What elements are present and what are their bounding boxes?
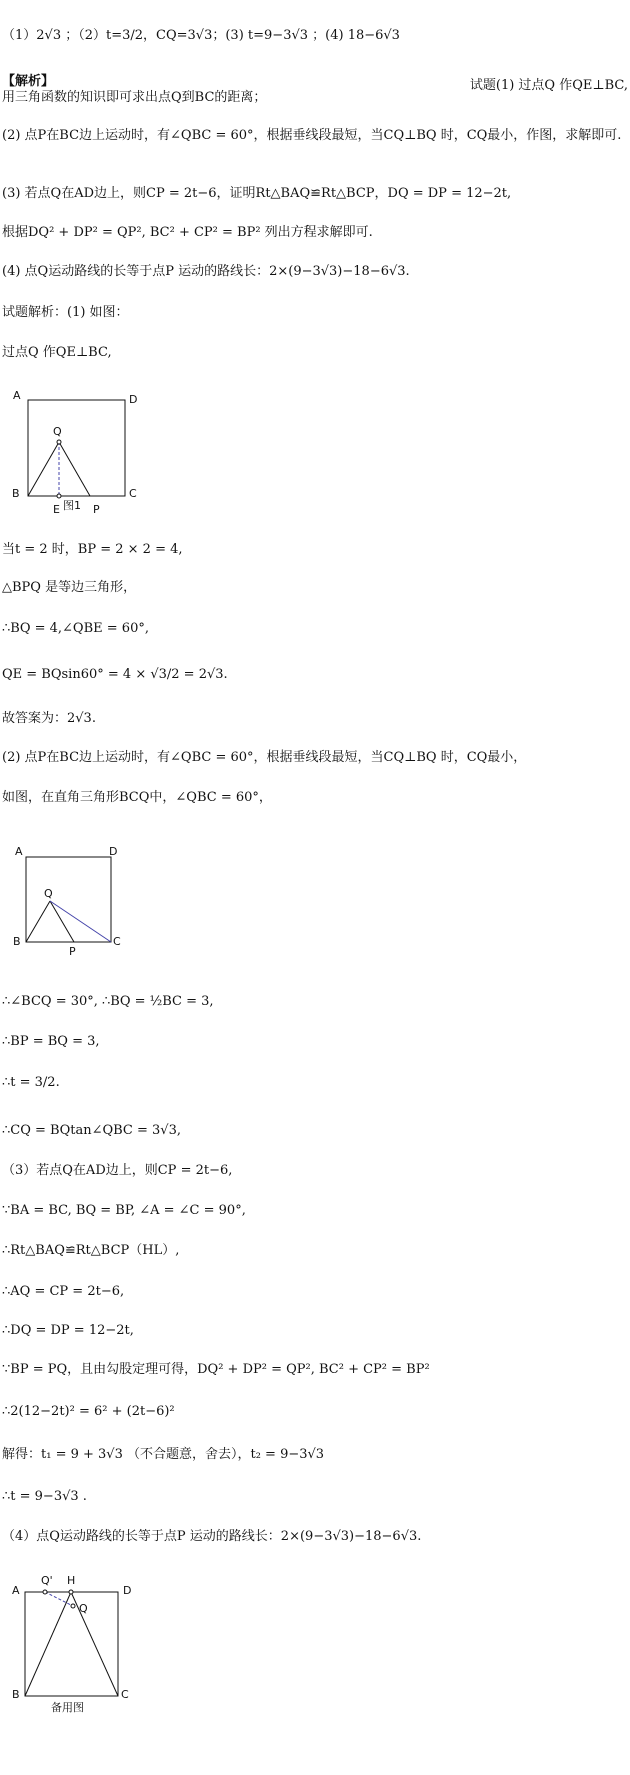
solution-step-3: △BPQ 是等边三角形， [2,580,137,595]
point-q [71,1604,75,1608]
analysis-right-text: 试题(1) 过点Q 作QE⊥BC, [469,78,628,93]
label-q: Q [79,1602,88,1615]
solution-intro: 试题解析：(1) 如图： [2,305,129,320]
answers-line: （1）2√3 ；（2）t=3/2，CQ=3√3；(3) t=9−3√3 ；(4) 18−6√3 [2,28,400,43]
solution-step-17: ∴DQ = DP = 12−2t, [2,1323,134,1338]
segment-qprime-q [45,1592,73,1606]
segment-bq [26,901,50,942]
segment-bq [28,442,59,496]
solution-step-19: ∴2(12−2t)² = 6² + (2t−6)² [2,1404,175,1419]
analysis-line-5: (4) 点Q运动路线的长等于点P 运动的路线长：2×(9−3√3)−18−6√3. [2,264,410,279]
label-a: A [12,1584,20,1597]
label-h: H [67,1574,76,1587]
figure-1 [5,385,145,520]
label-p: P [93,503,100,516]
square-abcd [26,857,111,942]
analysis-line-2: (2) 点P在BC边上运动时，有∠QBC = 60°，根据垂线段最短，当CQ⊥BQ 时，CQ最小，作图，求解即可. [2,128,622,143]
analysis-line-4: 根据DQ² + DP² = QP², BC² + CP² = BP² 列出方程求解即可. [2,225,373,240]
solution-step-6: 故答案为：2√3. [2,711,96,726]
segment-qp [50,901,74,942]
label-c: C [121,1688,129,1701]
solution-step-4: ∴BQ = 4,∠QBE = 60°, [2,621,149,636]
figure-3 [5,1570,145,1720]
label-q: Q [44,887,53,900]
label-d: D [109,845,118,858]
segment-bh [25,1592,71,1696]
solution-step-14: ∵BA = BC, BQ = BP, ∠A = ∠C = 90°, [2,1203,246,1218]
solution-step-13: （3）若点Q在AD边上，则CP = 2t−6, [2,1163,233,1178]
analysis-line-1: 用三角函数的知识即可求出点Q到BC的距离； [2,90,267,105]
figure-2 [5,835,135,955]
solution-step-20: 解得：t₁ = 9 + 3√3 （不合题意，舍去），t₂ = 9−3√3 [2,1447,325,1462]
label-q: Q [53,425,62,438]
label-c: C [113,935,121,948]
solution-step-7: (2) 点P在BC边上运动时，有∠QBC = 60°，根据垂线段最短，当CQ⊥BQ 时，CQ最小， [2,750,527,765]
square-abcd [28,400,125,496]
label-p: P [69,945,76,955]
label-b: B [12,1688,20,1701]
solution-step-10: ∴BP = BQ = 3, [2,1034,100,1049]
label-d: D [129,393,138,406]
label-q-prime: Q' [41,1574,53,1587]
solution-step-5: QE = BQsin60° = 4 × √3/2 = 2√3. [2,667,228,682]
solution-step-21: ∴t = 9−3√3 . [2,1489,87,1504]
solution-step-18: ∵BP = PQ，且由勾股定理可得，DQ² + DP² = QP², BC² + CP² = BP² [2,1362,430,1377]
label-e: E [53,503,60,516]
solution-step-11: ∴t = 3/2. [2,1075,60,1090]
point-q [57,440,61,444]
analysis-line-3: (3) 若点Q在AD边上，则CP = 2t−6，证明Rt△BAQ≌Rt△BCP，DQ = DP = 12−2t, [2,186,512,201]
solution-step-15: ∴Rt△BAQ≌Rt△BCP（HL）, [2,1243,180,1258]
label-b: B [13,935,21,948]
analysis-header: 【解析】 [2,74,55,89]
solution-step-1: 过点Q 作QE⊥BC, [2,345,112,360]
solution-step-16: ∴AQ = CP = 2t−6, [2,1284,125,1299]
figure-1-caption: 图1 [63,499,81,512]
point-e [57,494,61,498]
label-b: B [12,487,20,500]
label-a: A [15,845,23,858]
figure-3-caption: 备用图 [51,1701,84,1714]
label-c: C [129,487,137,500]
solution-step-12: ∴CQ = BQtan∠QBC = 3√3, [2,1123,181,1138]
segment-qp [59,442,90,496]
label-d: D [123,1584,132,1597]
solution-step-8: 如图，在直角三角形BCQ中，∠QBC = 60°， [2,790,272,805]
point-qprime [43,1590,47,1594]
segment-qc [50,901,111,942]
point-h [69,1590,73,1594]
solution-step-9: ∴∠BCQ = 30°, ∴BQ = ½BC = 3, [2,994,214,1009]
label-a: A [13,389,21,402]
solution-step-22: （4）点Q运动路线的长等于点P 运动的路线长：2×(9−3√3)−18−6√3. [2,1529,422,1544]
solution-step-2: 当t = 2 时，BP = 2 × 2 = 4, [2,542,183,557]
